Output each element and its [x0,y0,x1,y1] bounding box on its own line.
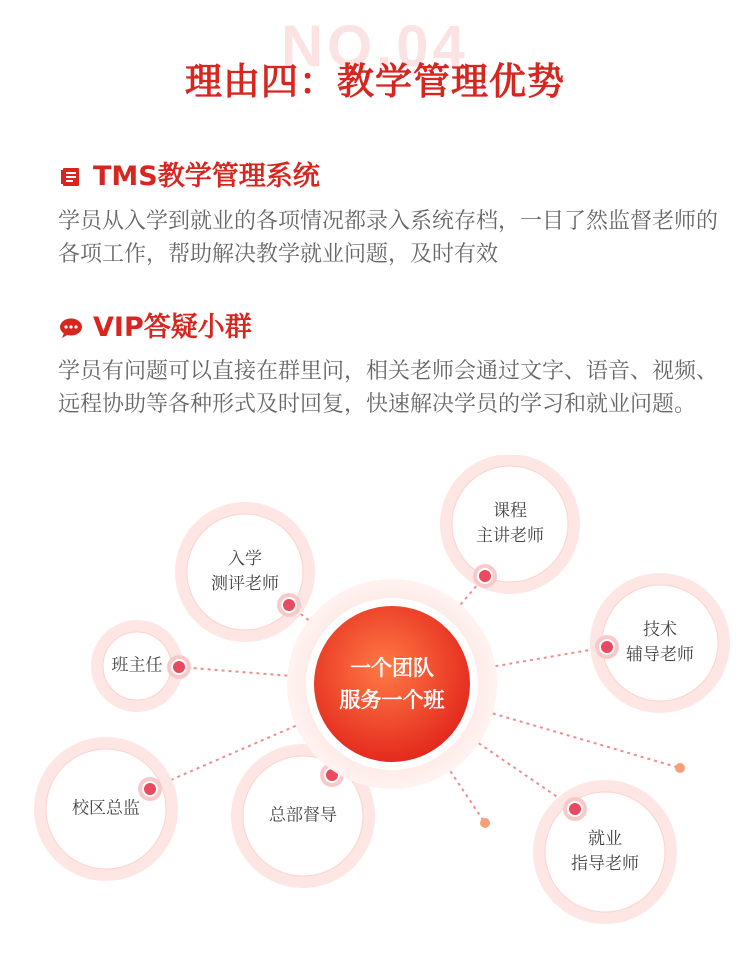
section-vip-header [58,311,252,345]
node-label-line: 班主任 [111,655,163,676]
chat-bubble-icon [58,315,84,341]
page-title: 理由四：教学管理优势 [185,60,565,103]
watermark-number: NO.04 [281,14,469,79]
connector-end-dot [675,763,685,773]
node-label-line: 课程 [493,501,527,521]
node-dot-ruxue [282,598,296,612]
center-label-line1: 一个团队 [350,656,434,680]
node-dot-jishu [600,640,614,654]
section-tms-title: TMS教学管理系统 [93,161,320,192]
center-label-line2: 服务一个班 [339,688,445,712]
node-dot-jiuye [568,802,582,816]
node-label-ruxue [211,547,279,597]
node-label-line: 总部督导 [269,805,337,826]
node-label-jishu [626,618,694,668]
node-label-jiuye [571,827,639,877]
node-label-zongbu [269,804,337,829]
node-dot-banzhuren [172,660,186,674]
node-label-banzhuren [112,654,163,679]
node-label-line: 就业 [588,829,622,849]
section-vip-body: 学员有问题可以直接在群里问，相关老师会通过文字、语音、视频、远程协助等各种形式及时回复，快速解决学员的学习和就业问题。 [58,359,719,417]
document-icon [58,164,84,190]
section-vip-title: VIP答疑小群 [93,312,252,343]
center-label [340,652,445,716]
node-label-line: 入学 [228,549,262,569]
node-dot-kecheng [478,569,492,583]
node-label-line: 辅导老师 [626,645,694,665]
node-label-line: 指导老师 [571,854,639,874]
node-label-kecheng [476,499,544,549]
node-label-line: 校区总监 [72,798,140,819]
section-tms-body: 学员从入学到就业的各项情况都录入系统存档，一目了然监督老师的各项工作，帮助解决教学就业问题，及时有效 [58,209,719,267]
team-diagram [0,455,750,974]
node-dot-xiaoqu [143,782,157,796]
node-label-xiaoqu [72,797,140,822]
connector-end-dot [480,818,490,828]
node-label-line: 主讲老师 [476,526,544,546]
node-label-line: 技术 [643,620,677,640]
section-tms-header [58,160,320,194]
node-label-line: 测评老师 [211,574,279,594]
